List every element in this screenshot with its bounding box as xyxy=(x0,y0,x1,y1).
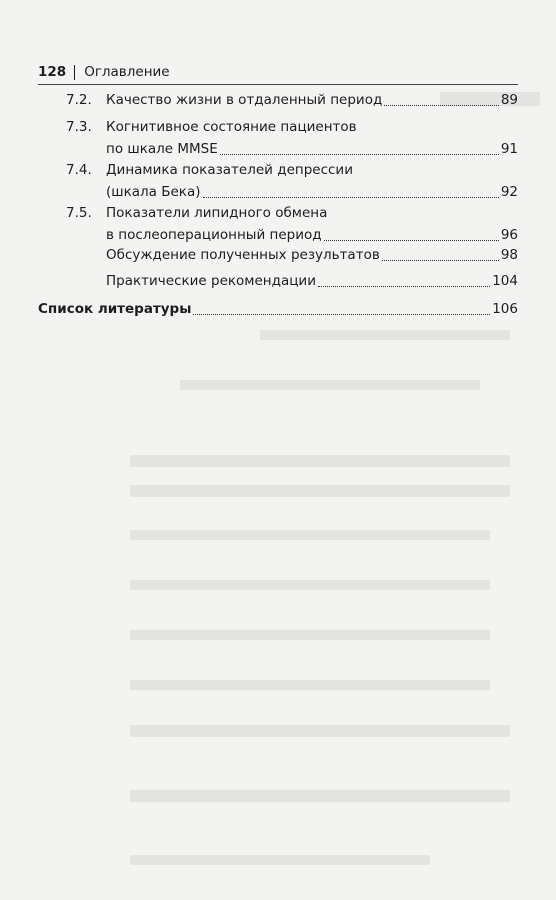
bleed-through xyxy=(130,455,510,467)
bleed-through xyxy=(130,485,510,497)
header-title: Оглавление xyxy=(84,64,170,80)
entry-title: Практические рекомендации xyxy=(106,273,316,289)
leader-dots xyxy=(220,154,499,155)
entry-page: 91 xyxy=(500,141,518,157)
leader-dots xyxy=(382,260,499,261)
entry-page: 104 xyxy=(492,273,518,289)
running-header xyxy=(38,61,170,83)
section-number: 7.4. xyxy=(66,162,92,178)
leader-dots xyxy=(324,240,499,241)
bleed-through xyxy=(130,580,490,590)
entry-title-line: Когнитивное состояние пациентов xyxy=(106,119,357,135)
page-number: 128 xyxy=(38,64,67,80)
header-rule xyxy=(38,84,518,85)
section-number: 7.2. xyxy=(66,92,92,108)
bleed-through xyxy=(130,855,430,865)
entry-title-line: Динамика показателей депрессии xyxy=(106,162,353,178)
bleed-through xyxy=(180,380,480,390)
leader-dots xyxy=(203,197,499,198)
entry-page: 98 xyxy=(500,247,518,263)
bleed-through xyxy=(130,530,490,540)
entry-title: Обсуждение полученных результатов xyxy=(106,247,380,263)
bleed-through xyxy=(260,330,510,340)
entry-title-line: (шкала Бека) xyxy=(106,184,201,200)
bleed-through xyxy=(130,680,490,690)
bibliography-title: Список литературы xyxy=(38,301,192,317)
header-divider xyxy=(74,65,75,80)
leader-dots xyxy=(193,314,490,315)
entry-page: 106 xyxy=(492,301,518,317)
entry-page: 89 xyxy=(500,92,518,108)
entry-title: Качество жизни в отдаленный период xyxy=(106,92,383,108)
entry-title-line: в послеоперационный период xyxy=(106,227,322,243)
entry-title-line: по шкале MMSE xyxy=(106,141,218,157)
toc-entry-bibliography[interactable] xyxy=(38,298,518,320)
bleed-through xyxy=(130,725,510,737)
entry-page: 92 xyxy=(500,184,518,200)
bleed-through xyxy=(130,790,510,802)
section-number: 7.5. xyxy=(66,205,92,221)
section-number: 7.3. xyxy=(66,119,92,135)
entry-page: 96 xyxy=(500,227,518,243)
leader-dots xyxy=(384,105,499,106)
entry-title-line: Показатели липидного обмена xyxy=(106,205,328,221)
leader-dots xyxy=(318,286,490,287)
bleed-through xyxy=(130,630,490,640)
